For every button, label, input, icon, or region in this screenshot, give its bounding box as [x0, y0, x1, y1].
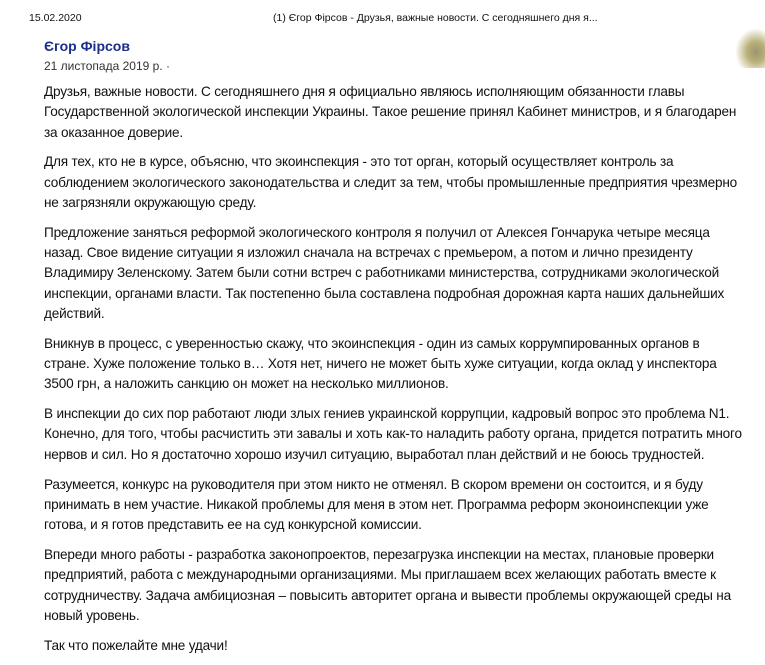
post-paragraph: Разумеется, конкурс на руководителя при этом никто не отменял. В скором времени он состоится, и я буду принимать в нем участие. Никакой проблемы для меня в этом нет. Программа реформ эконоинспекции уже готова, и я готов представить ее на суд конкурсной комиссии. [44, 476, 709, 533]
post-paragraph: Впереди много работы - разработка законопроектов, перезагрузка инспекции на местах, плановые проверки предприятий, работа с международными организациями. Мы приглашаем всех желающих работать вместе к сотрудничеству. Задача амбициозная – повысить авторитет органа и вывести проблемы окружающей среды на новый уровень. [44, 546, 731, 623]
post-paragraph: В инспекции до сих пор работают люди злых гениев украинской коррупции, кадровый вопрос это проблема N1. Конечно, для того, чтобы расчистить эти завалы и хоть как-то наладить работу органа, придется потратить много нервов и сил. Но я достаточно хорошо изучил ситуацию, выработал план действий и не боюсь трудностей. [44, 406, 742, 462]
post-paragraph: Предложение заняться реформой экологического контроля я получил от Алексея Гончарука четыре месяца назад. Свое видение ситуации я изложил сначала на встречах с премьером, а потом и лично президенту Владимиру Зеленскому. Затем были сотни встреч с работниками министерства, сотрудниками экологической инспекции, органами власти. Так постепенно была составлена подробная дорожная карта наших дальнейших действий. [44, 224, 725, 321]
post-paragraph: Друзья, важные новости. С сегодняшнего дня я официально являюсь исполняющим обязанности главы Государственной экологической инспекции Украины. Такое решение принял Кабинет министров, и я благодарен за оказанное доверие. [44, 84, 737, 140]
print-header [0, 12, 765, 26]
print-title: (1) Єгор Фірсов - Друзья, важные новости. С сегодняшнего дня я... [273, 12, 598, 24]
post-paragraph: Для тех, кто не в курсе, объясню, что экоинспекция - это тот орган, который осуществляет контроль за соблюдением экологического законодательства и следит за тем, чтобы промышленные предприятия чрезмерно не загрязняли окружающую среду. [44, 154, 737, 210]
post-paragraph: Вникнув в процесс, с уверенностью скажу, что экоинспекция - один из самых коррумпированных органов в стране. Хуже положение только в… Хотя нет, ничего не может быть хуже ситуации, когда оклад у инспектора 3500 грн, а наложить санкцию он может на несколько миллионов. [44, 335, 717, 392]
post-author[interactable]: Єгор Фірсов [44, 38, 130, 54]
post-body [44, 82, 744, 665]
print-date: 15.02.2020 [29, 12, 82, 24]
post-date[interactable]: 21 листопада 2019 р. · [44, 59, 170, 73]
post-paragraph: Так что пожелайте мне удачи! [44, 637, 228, 653]
scan-smudge [735, 28, 765, 68]
